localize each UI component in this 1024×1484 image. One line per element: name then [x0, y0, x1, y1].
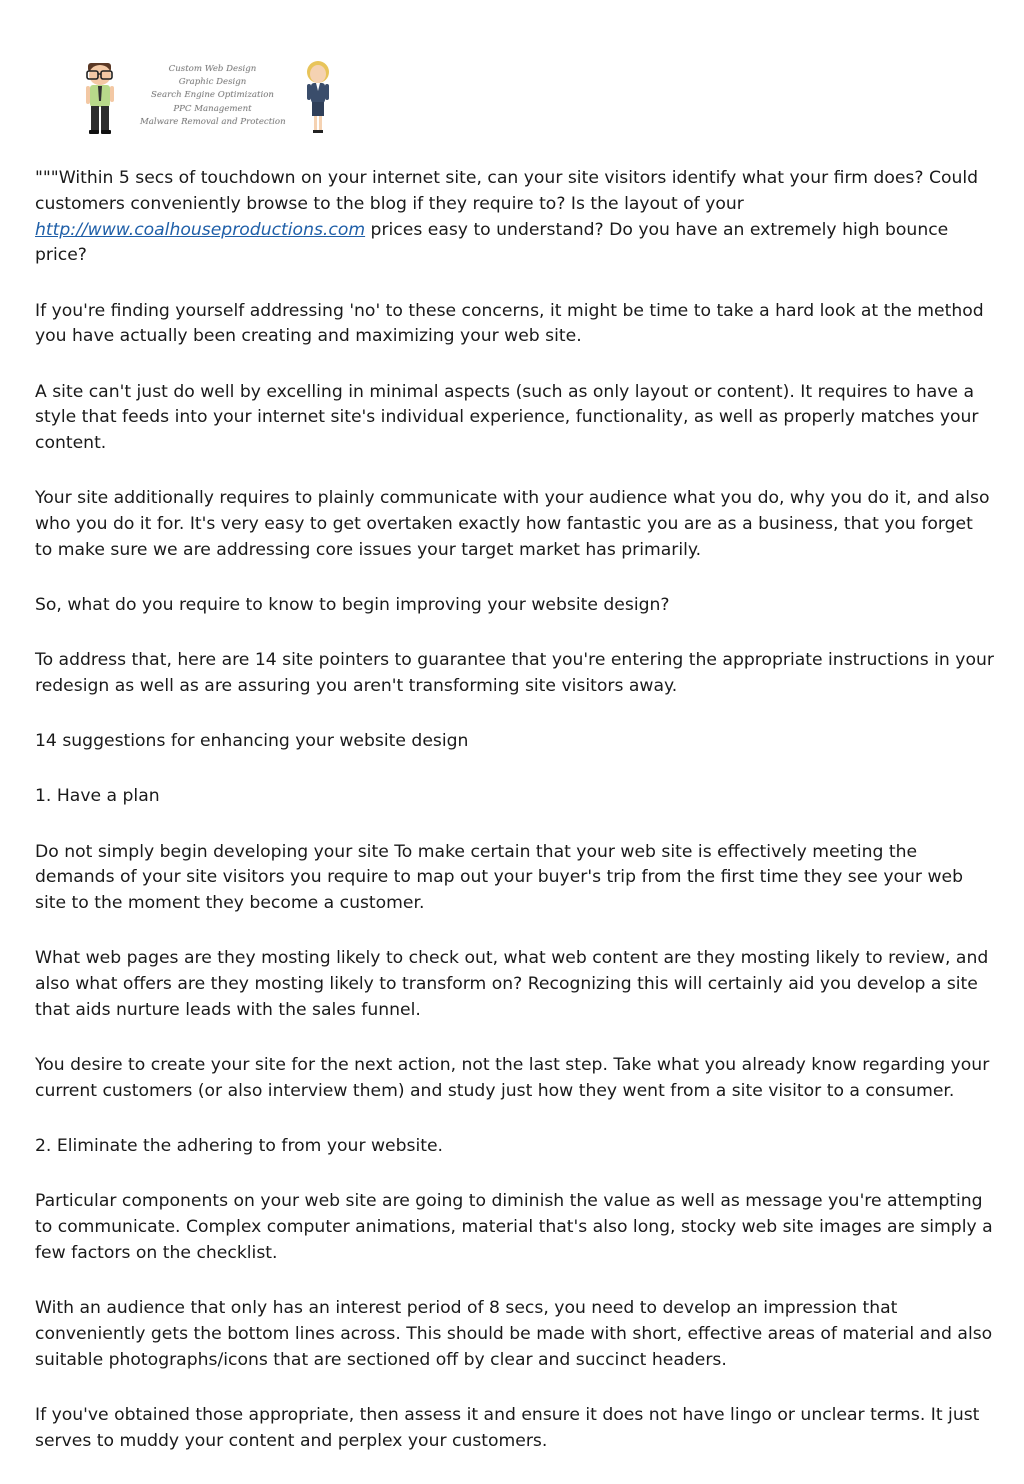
tip-heading: 1. Have a plan: [35, 786, 160, 807]
paragraph: With an audience that only has an interest period of 8 secs, you need to develop an impression that conveniently gets the bottom lines across. This should be made with short, effective areas of material and also suitable photographs/icons that are sectioned off by clear and succinct headers.: [35, 1298, 993, 1370]
paragraph: You desire to create your site for the next action, not the last step. Take what you already know regarding your current customers (or also interview them) and study just how they went from a site visitor to a consumer.: [35, 1055, 990, 1102]
section-heading: 14 suggestions for enhancing your website design: [35, 731, 469, 752]
intro-paragraph: [35, 166, 995, 269]
intro-text-end: prices easy to understand? Do you have an extremely high bounce price?: [35, 219, 949, 266]
paragraph: Particular components on your web site are going to diminish the value as well as message you're attempting to communicate. Complex computer animations, material that's also long, stocky web site images are simply a few factors on the checklist.: [35, 1191, 993, 1263]
article-body: [35, 166, 995, 1484]
logo-line: Graphic Design: [178, 77, 247, 88]
logo-line: Search Engine Optimization: [151, 90, 274, 101]
paragraph: What web pages are they mosting likely to check out, what web content are they mosting likely to review, and also what offers are they mosting likely to transform on? Recognizing this will certainly aid you develop a site that aids nurture leads with the sales funnel.: [35, 948, 989, 1021]
paragraph: A site can't just do well by excelling in minimal aspects (such as only layout or content). It requires to have a style that feeds into your internet site's individual experience, functionality, as well as properly matches your content.: [35, 381, 979, 454]
intro-text: """Within 5 secs of touchdown on your internet site, can your site visitors identify what your firm does? Could customers conveniently browse to the blog if they require to? Is the layout of your: [35, 168, 979, 214]
paragraph: Your site additionally requires to plainly communicate with your audience what you do, why you do it, and also who you do it for. It's very easy to get overtaken exactly how fantastic you are as a business, that you forget to make sure we are addressing core issues your target market has primarily.: [35, 488, 990, 560]
paragraph: If you've obtained those appropriate, then assess it and ensure it does not have lingo or unclear terms. It just serves to muddy your content and perplex your customers.: [35, 1404, 980, 1451]
paragraph: To address that, here are 14 site pointers to guarantee that you're entering the appropriate instructions in your redesign as well as are assuring you aren't transforming site visitors away.: [35, 650, 994, 697]
businesswoman-icon: [303, 61, 333, 135]
coalhouse-link[interactable]: http://www.coalhouseproductions.com: [35, 219, 366, 240]
logo-line: PPC Management: [173, 103, 252, 114]
paragraph: Do not simply begin developing your site To make certain that your web site is effectively meeting the demands of your site visitors you require to map out your buyer's trip from the first time they see your web site to the moment they become a customer.: [35, 841, 963, 914]
logo-line: Custom Web Design: [168, 64, 257, 74]
man-with-glasses-icon: [80, 63, 120, 135]
logo-line: Malware Removal and Protection: [140, 116, 286, 127]
paragraph: If you're finding yourself addressing 'no' to these concerns, it might be time to take a hard look at the method you have actually been creating and maximizing your web site.: [35, 300, 984, 347]
paragraph: So, what do you require to know to begin improving your website design?: [35, 595, 670, 616]
tip-heading: 2. Eliminate the adhering to from your website.: [35, 1136, 444, 1157]
header-banner: [70, 55, 370, 145]
company-logo-text: [140, 63, 285, 129]
